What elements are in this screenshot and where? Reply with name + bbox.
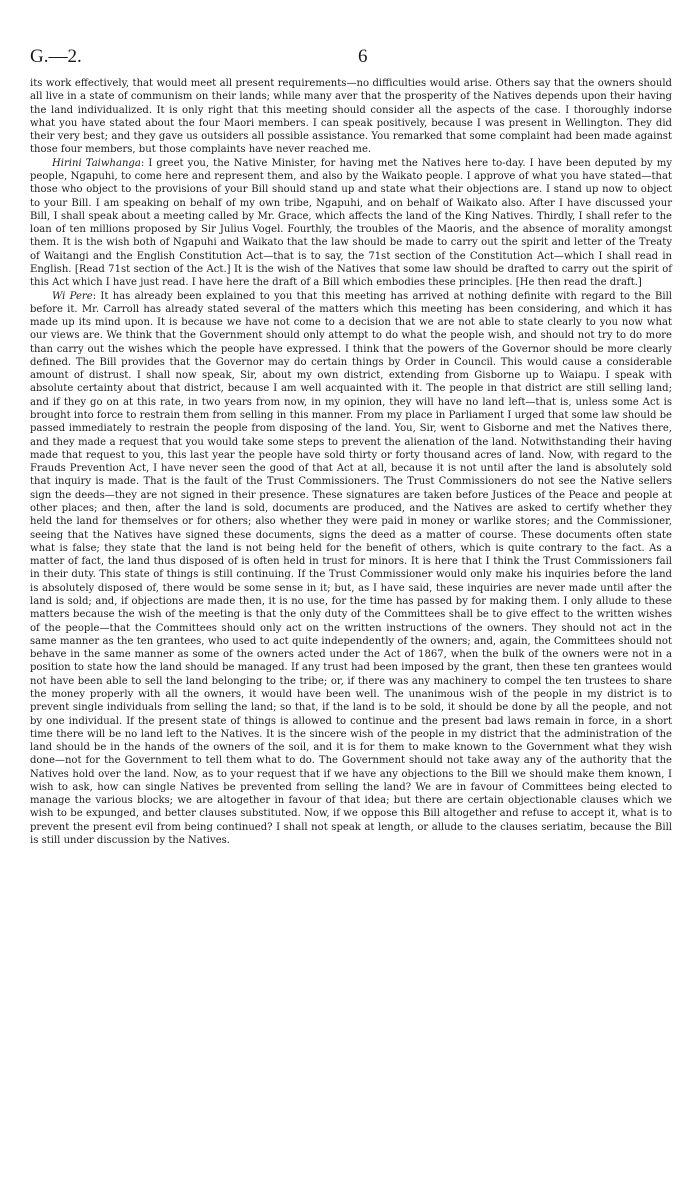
- document-body: [30, 77, 672, 847]
- speaker-name: Hirini Taiwhanga: [52, 157, 141, 169]
- paragraph-text: : It has already been explained to you that this meeting has arrived at nothing definite with regard to the Bill before it. Mr. Carroll has already stated several of the matters which this meeting has been considering, and which it has made up its mind upon. It is because we have not come to a decision that we are not able to state clearly to you now what our views are. We think that the Government should only attempt to do what the people wish, and should not try to do more than carry out the wishes which the people have expressed. I think that the powers of the Governor should be more clearly defined. The Bill provides that the Governor may do certain things by Order in Council. This would cause a considerable amount of distrust. I shall now speak, Sir, about my own district, extending from Gisborne up to Waiapu. I speak with absolute certainty about that district, because I am well acquainted with it. The people in that district are still selling land; and if they go on at this rate, in two years from now, in my opinion, they will have no land left—that is, unless some Act is brought into force to restrain them from selling in this manner. From my place in Parliament I urged that some law should be passed immediately to restrain the people from disposing of the land. You, Sir, went to Gisborne and met the Natives there, and they made a request that you would take some steps to prevent the alienation of the land. Notwithstanding their having made that request to you, this last year the people have sold thirty or forty thousand acres of land. Now, with regard to the Frauds Prevention Act, I have never seen the good of that Act at all, because it is not until after the land is absolutely sold that inquiry is made. That is the fault of the Trust Commissioners. The Trust Commissioners do not see the Native sellers sign the deeds—they are not signed in their presence. These signatures are taken before Justices of the Peace and people at other places; and then, after the land is sold, documents are produced, and the Natives are asked to certify whether they held the land for themselves or for others; also whether they were paid in money or warlike stores; and the Commissioner, seeing that the Natives have signed these documents, signs the deed as a matter of course. These documents often state what is false; they state that the land is not being held for the benefit of others, which is quite contrary to the fact. As a matter of fact, the land thus disposed of is often held in trust for minors. It is here that I think the Trust Commissioners fail in their duty. This state of things is still continuing. If the Trust Commissioner would only make his inquiries before the land is absolutely disposed of, there would be some sense in it; but, as I have said, these inquiries are never made until after the land is sold; and, if objections are made then, it is no use, for the time has passed by for making them. I only allude to these matters because the wish of the meeting is that the only duty of the Committees shall be to give effect to the written wishes of the people—that the Committees should only act on the written instructions of the owners. They should not act in the same manner as the ten grantees, who used to act quite independently of the owners; and, again, the Committees should not behave in the same manner as some of the owners acted under the Act of 1867, when the bulk of the owners were not in a position to state how the land should be managed. If any trust had been imposed by the grant, then these ten grantees would not have been able to sell the land belonging to the tribe; or, if there was any machinery to compel the ten trustees to share the money properly with all the owners, it would have been well. The unanimous wish of the people in my district is to prevent single individuals from selling the land; so that, if the land is to be sold, it should be done by all the people, and not by one individual. If the present state of things is allowed to continue and the present bad laws remain in force, in a short time there will be no land left to the Natives. It is the sincere wish of the people in my district that the administration of the land should be in the hands of the owners of the soil, and it is for them to make known to the Government what they wish done—not for the Government to tell them what to do. The Government should not take away any of the authority that the Natives hold over the land. Now, as to your request that if we have any objections to the Bill we should make them known, I wish to ask, how can single Natives be prevented from selling the land? We are in favour of Committees being elected to manage the various blocks; we are altogether in favour of that idea; but there are certain objectionable clauses which we wish to be expunged, and better clauses substituted. Now, if we oppose this Bill altogether and refuse to accept it, what is to prevent the present evil from being continued? I shall not speak at length, or allude to the clauses seriatim, because the Bill is still under discussion by the Natives.: [30, 290, 672, 847]
- page-number: 6: [358, 46, 368, 67]
- speaker-name: Wi Pere: [52, 290, 93, 302]
- paragraph-text: : I greet you, the Native Minister, for having met the Natives here to-day. I have been deputed by my people, Ngapuhi, to come here and represent them, and also by the Waikato people. I approve of what you have stated—that those who object to the provisions of your Bill should stand up and state what their objections are. I stand up now to object to your Bill. I am speaking on behalf of my own tribe, Ngapuhi, and on behalf of Waikato also. After I have discussed your Bill, I shall speak about a meeting called by Mr. Grace, which affects the land of the King Natives. Thirdly, I shall refer to the loan of ten millions proposed by Sir Julius Vogel. Fourthly, the troubles of the Maoris, and the absence of morality amongst them. It is the wish both of Ngapuhi and Waikato that the law should be made to carry out the spirit and letter of the Treaty of Waitangi and the English Constitution Act—that is to say, the 71st section of the Constitution Act—which I shall read in English. [Read 71st section of the Act.] It is the wish of the Natives that some law should be drafted to carry out the spirit of this Act which I have just read. I have here the draft of a Bill which embodies these principles. [He then read the draft.]: [30, 157, 672, 289]
- paragraph-text: its work effectively, that would meet all present requirements—no difficulties would arise. Others say that the owners should all live in a state of communism on their lands; while many aver that the prosperity of the Natives depends upon their having the land individualized. It is only right that this meeting should consider all the aspects of the case. I thoroughly indorse what you have stated about the four Maori members. I can speak positively, because I was present in Wellington. They did their very best; and they gave us outsiders all possible assistance. You remarked that some complaint had been made against those four members, but those complaints have never reached me.: [30, 78, 672, 156]
- document-reference: G.—2.: [30, 46, 82, 67]
- paragraph: [30, 157, 672, 290]
- paragraph: [30, 290, 672, 848]
- paragraph: [30, 77, 672, 157]
- page-header: [30, 46, 660, 68]
